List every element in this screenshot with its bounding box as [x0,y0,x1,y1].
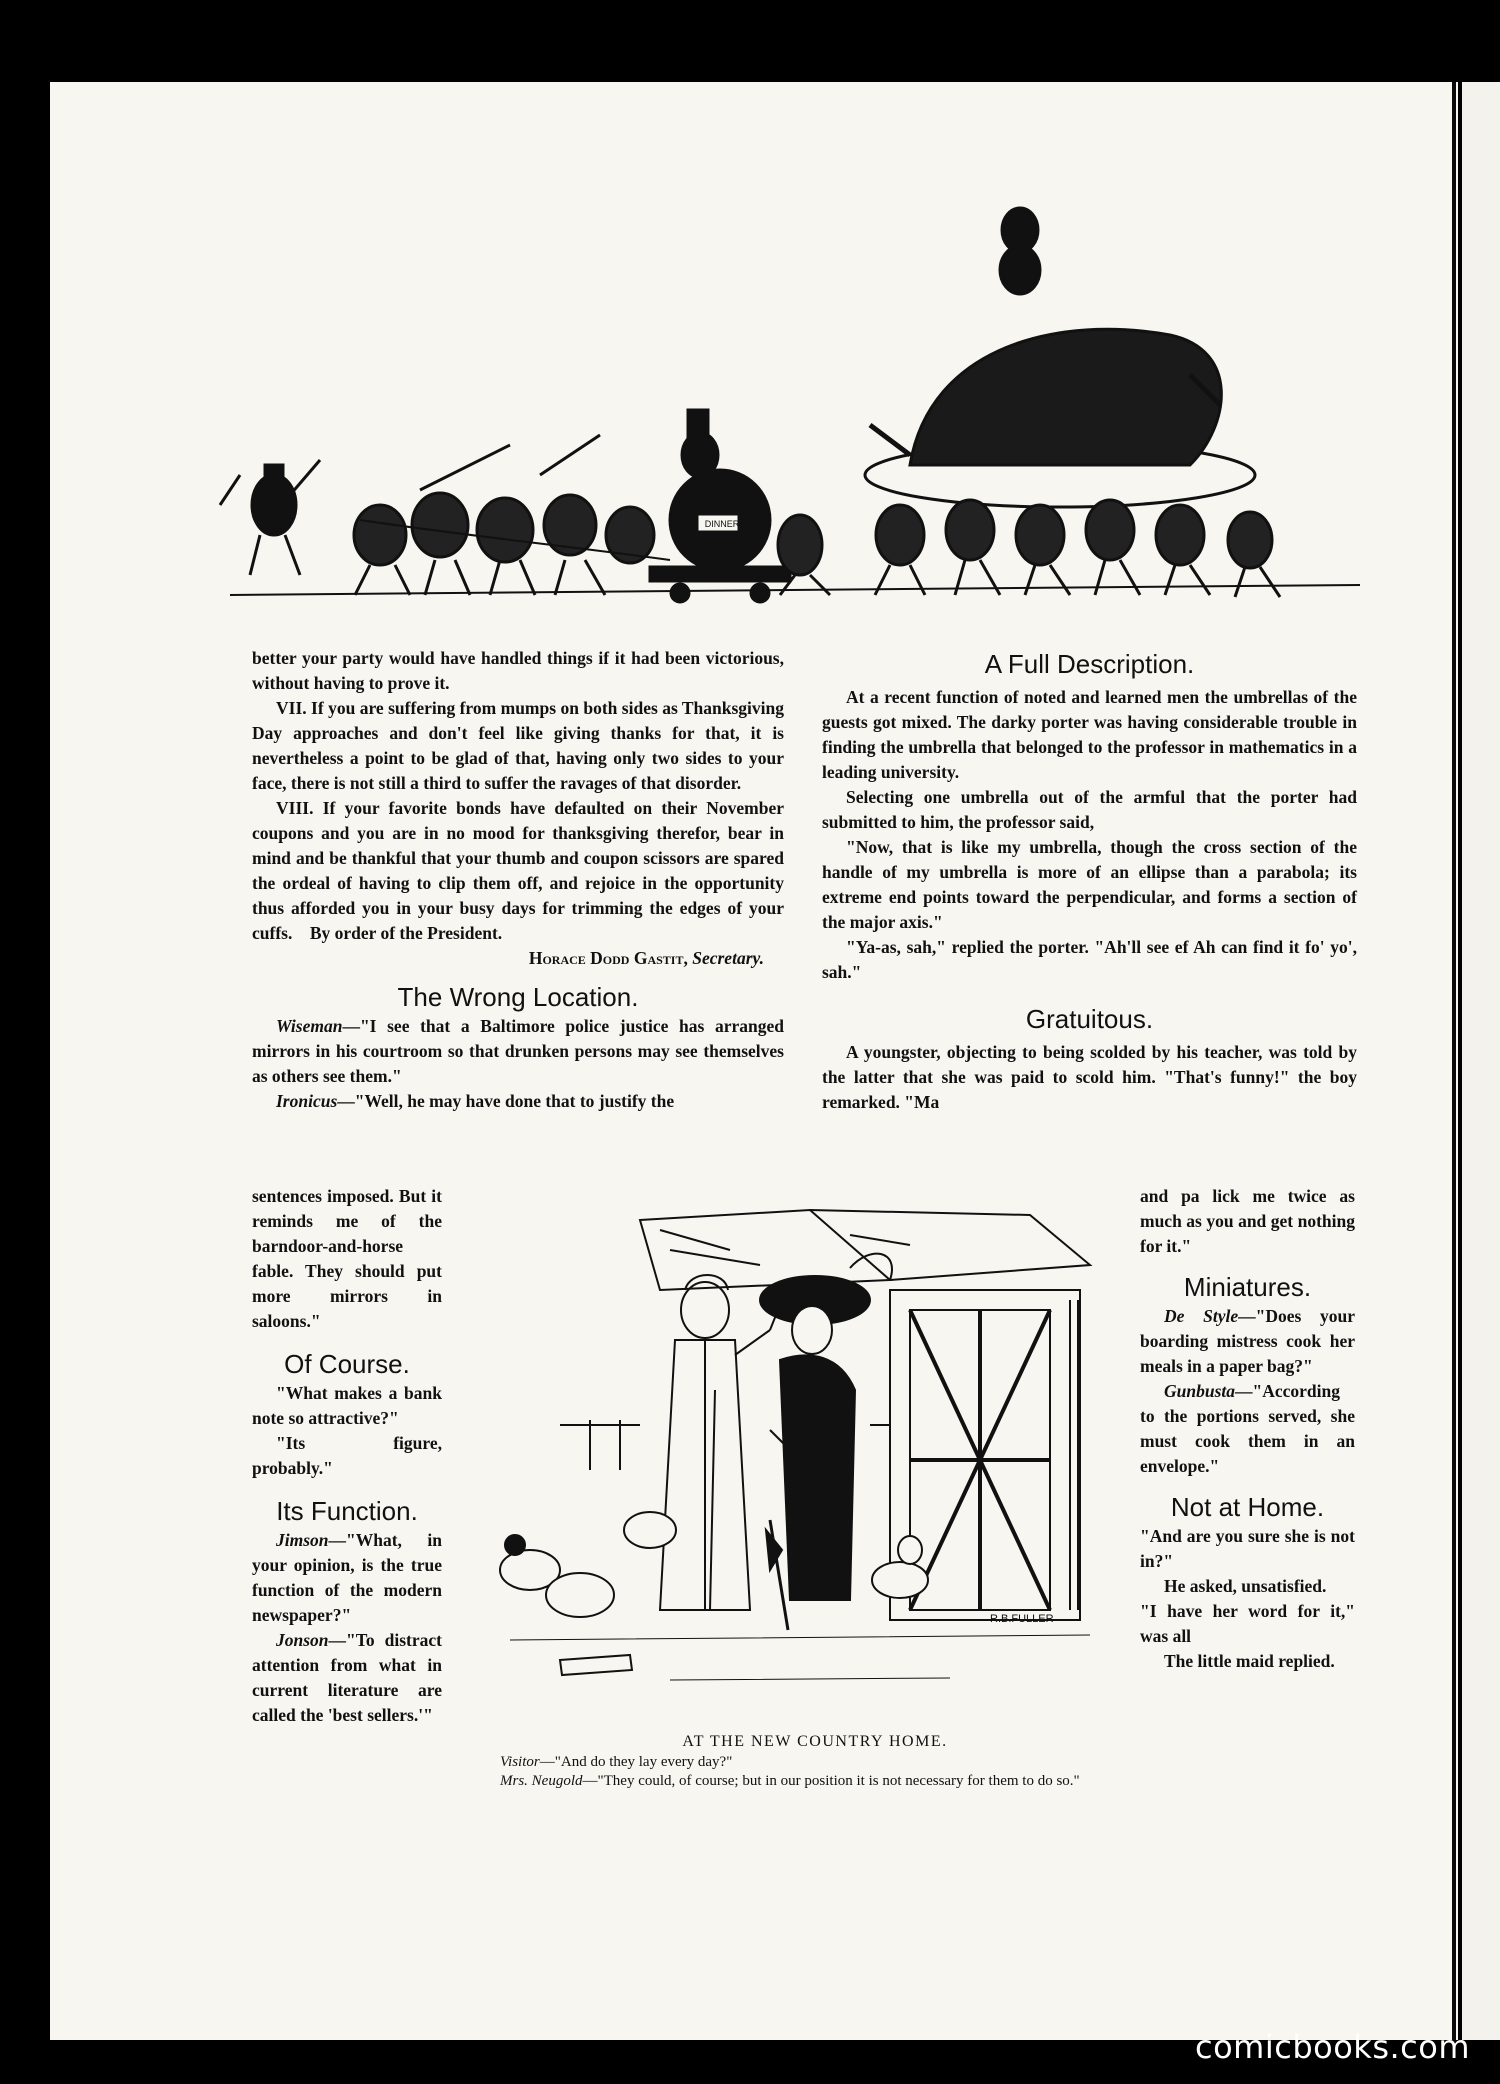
of-course-answer: "Its figure, probably." [252,1433,442,1478]
wrong-location-line1: Wiseman—"I see that a Baltimore police justice has arranged mirrors in his courtroom so that drunken persons may see themselves as others see them." [252,1016,784,1086]
para-viii: VIII. If your favorite bonds have defaulted on their November coupons and you are in no mood for thanksgiving therefor, bear in mind and be thankful that your thumb and coupon scissors are spared the ordeal of having to clip them off, and rejoice in the opportunity thus afforded you in your busy days for trimming the edges of your cuffs. By order of the President. [252,798,784,943]
thanksgiving-procession-illustration [210,175,1370,615]
miniatures-line2: Gunbusta—"According to the portions served, she must cook them in an envelope." [1140,1381,1355,1476]
heading-gratuitous: Gratuitous. [1025,1004,1154,1034]
heading-wrong-location: The Wrong Location. [397,982,639,1012]
gratuitous-p2: and pa lick me twice as much as you and get nothing for it." [1140,1186,1355,1256]
wrong-location-line2a: Ironicus—"Well, he may have done that to justify the [276,1091,675,1111]
heading-not-at-home: Not at Home. [1170,1492,1325,1522]
heading-its-function: Its Function. [276,1496,418,1526]
miniatures-line1: De Style—"Does your boarding mistress cook her meals in a paper bag?" [1140,1306,1355,1376]
its-function-line1: Jimson—"What, in your opinion, is the true function of the modern newspaper?" [252,1530,442,1625]
full-description-p1: At a recent function of noted and learned men the umbrellas of the guests got mixed. The darky porter was having considerable trouble in finding the umbrella that belonged to the professor in mathematics in a leading university. [822,687,1357,782]
wrong-location-line2b: sentences imposed. But it reminds me of the barndoor-and-horse fable. They should put more mirrors in saloons." [252,1186,442,1331]
heading-of-course: Of Course. [284,1349,410,1379]
heading-miniatures: Miniatures. [1183,1272,1312,1302]
not-at-home-line3: "I have her word for it," was all [1140,1601,1355,1646]
right-column-top [822,649,1357,1115]
artist-signature: R.B.FULLER [990,1613,1054,1625]
full-description-p4: "Ya-as, sah," replied the porter. "Ah'll see ef Ah can find it fo' yo', sah." [822,937,1357,982]
country-home-cartoon [470,1190,1120,1735]
not-at-home-line1: "And are you sure she is not in?" [1140,1526,1355,1571]
right-narrow-column [1140,1184,1355,1674]
left-narrow-column [252,1184,442,1728]
site-watermark: comicbooks.com [1194,2028,1470,2066]
order-text: By order of the President. [309,923,503,943]
signature-name: Horace Dodd Gastit, [528,948,688,968]
cartoon-caption [500,1732,1130,1791]
para-vii: VII. If you are suffering from mumps on both sides as Thanksgiving Day approaches and don't feel like giving thanks for that, it is nevertheless a point to be glad of that, having only two sides to your face, there is not still a third to suffer the ravages of that disorder. [252,698,784,793]
caption-line1: Visitor—"And do they lay every day?" [500,1754,733,1770]
of-course-question: "What makes a bank note so attractive?" [252,1383,442,1428]
left-column-top [252,646,784,1114]
page-gutter-line [1452,82,1456,2040]
full-description-p2: Selecting one umbrella out of the armful that the porter had submitted to him, the professor said, [822,787,1357,832]
not-at-home-line4: The little maid replied. [1164,1651,1335,1671]
heading-full-description: A Full Description. [984,649,1195,679]
signature-title: Secretary. [692,948,764,968]
not-at-home-line2: He asked, unsatisfied. [1164,1576,1327,1596]
intro-text: better your party would have handled things if it had been victorious, without having to prove it. [252,648,784,693]
next-page-edge [1462,82,1500,2040]
gratuitous-p1: A youngster, objecting to being scolded by his teacher, was told by the latter that she was paid to scold him. "That's funny!" the boy remarked. "Ma [822,1042,1357,1112]
caption-line2: Mrs. Neugold—"They could, of course; but in our position it is not necessary for them to do so." [500,1773,1080,1789]
pot-label: DINNER [704,519,740,529]
caption-title: AT THE NEW COUNTRY HOME. [682,1733,948,1750]
signature [252,946,784,971]
full-description-p3: "Now, that is like my umbrella, though the cross section of the handle of my umbrella is more of an ellipse than a parabola; its extreme end points toward the perpendicular, and forms a section of the major axis." [822,837,1357,932]
its-function-line2: Jonson—"To distract attention from what in current literature are called the 'best sellers.'" [252,1630,442,1725]
